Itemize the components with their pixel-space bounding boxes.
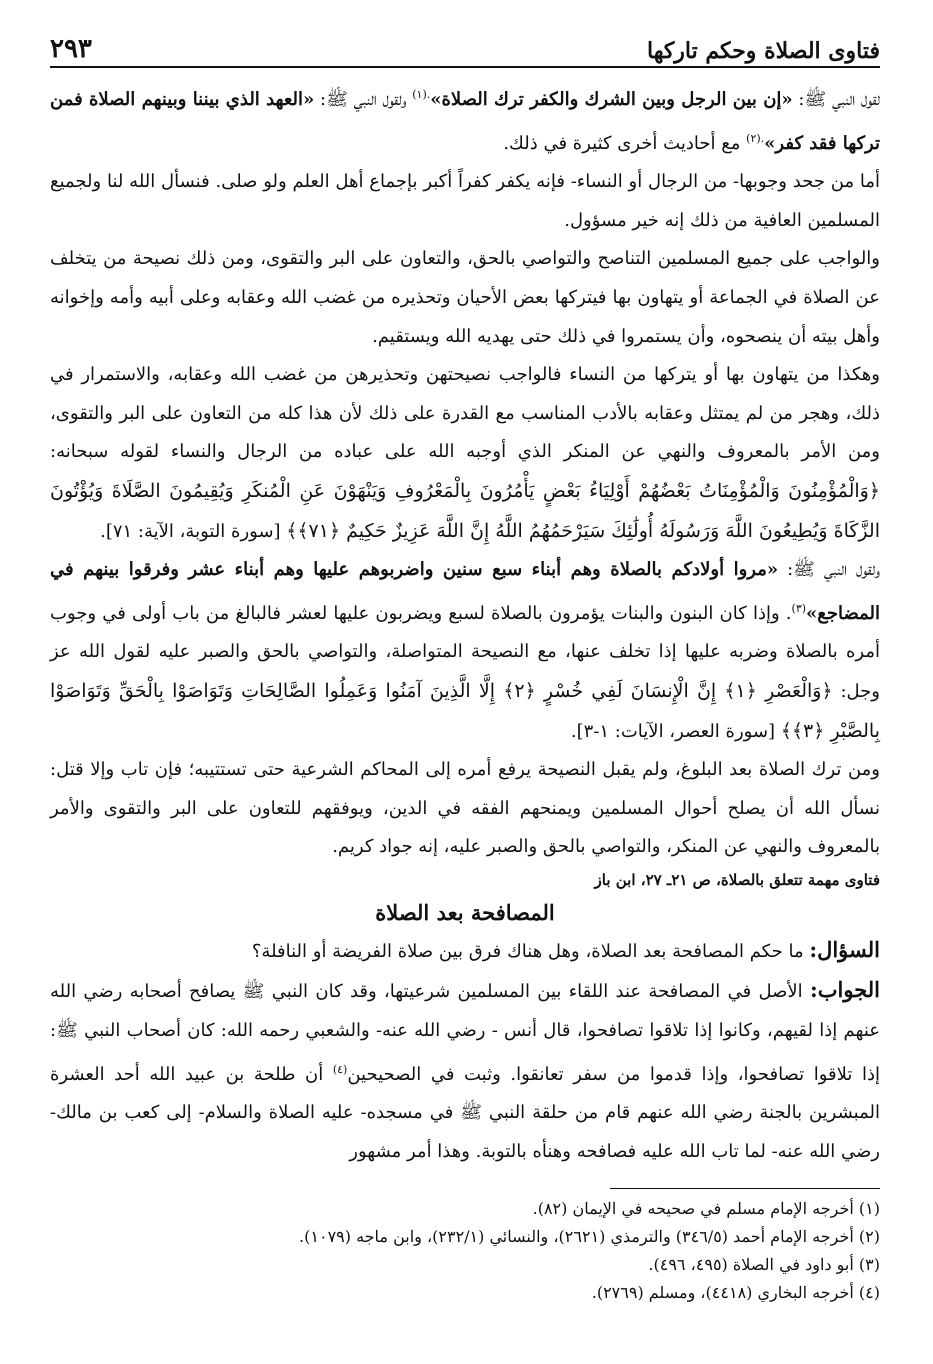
main-text (50, 76, 880, 867)
source-note: فتاوى مهمة تتعلق بالصلاة، ص ٢١ـ ٢٧، ابن باز (594, 870, 880, 889)
header-rule (50, 66, 880, 68)
page-number: ٢٩٣ (50, 34, 92, 64)
footnote-4: (٤) أخرجه البخاري (٤٤١٨)، ومسلم (٢٧٦٩). (591, 1283, 880, 1302)
quran-verse: ﴿وَالْمُؤْمِنُونَ وَالْمُؤْمِنَاتُ بَعْضُهُمْ أَوْلِيَاءُ بَعْضٍ يَأْمُرُونَ بِالْمَعْرُوفِ وَيَنْهَوْنَ عَنِ الْمُنكَرِ وَيُقِيمُونَ الصَّلَاةَ وَيُؤْتُونَ الزَّكَاةَ وَيُطِيعُونَ اللَّهَ وَرَسُولَهُ أُولَٰئِكَ سَيَرْحَمُهُمُ اللَّهُ إِنَّ اللَّهَ عَزِيزٌ حَكِيمٌ ﴿٧١﴾﴾ (50, 479, 880, 542)
footnote-ref: .(١) (412, 88, 431, 101)
footnotes (50, 1188, 880, 1307)
question-paragraph (50, 931, 880, 972)
answer-label: الجواب: (809, 977, 880, 1003)
hadith-text: «إن بين الرجل وبين الشرك والكفر ترك الصلاة» (430, 89, 793, 110)
footnote-3: (٣) أبو داود في الصلاة (٤٩٥، ٤٩٦). (648, 1255, 880, 1274)
footnote-rule (610, 1188, 880, 1189)
paragraph-3 (50, 240, 880, 356)
footnote-2: (٢) أخرجه الإمام أحمد (٣٤٦/٥) والترمذي (٢٦٢١)، والنسائي (٢٣٢/١)، وابن ماجه (١٠٧٩). (299, 1227, 880, 1246)
footnote-ref: (٤) (332, 1062, 348, 1076)
text-run: . وإذا كان البنون والبنات يؤمرون بالصلاة لسبع ويضربون عليها لعشر فالبالغ من باب أولى في وجوب أمره بالصلاة وضربه عليها إذا تخلف عنها، مع النصيحة المتواصلة، والتواصي بالحق والصبر عليه لقول الله عز وجل: (50, 602, 880, 702)
footnote-ref: (٣) (791, 601, 807, 615)
footnote-ref: .(٢) (746, 131, 765, 145)
book-title: فتاوى الصلاة وحكم تاركها (646, 38, 880, 64)
text-run: [سورة العصر، الآيات: ١-٣]. (570, 720, 781, 742)
text-run: والواجب على جميع المسلمين التناصح والتواصي بالحق، والتعاون على البر والتقوى، ومن ذلك نصيحة من يتخلف عن الصلاة في الجماعة أو يتهاون بها فيتركها بعض الأحيان وتحذيره من غضب الله وعقابه وعلى أبيه وأمه وإخوانه وأهل بيته أن ينصحوه، وأن يستمروا في ذلك حتى يهديه الله ويستقيم. (50, 248, 880, 347)
text-run: وهكذا من يتهاون بها أو يتركها من النساء فالواجب نصيحتهن وتحذيرهن من غضب الله وعقابه، والاستمرار في ذلك، وهجر من لم يمتثل وعقابه بالأدب المناسب مع القدرة على ذلك لأن هذا كله من التعاون على البر والتقوى، ومن الأمر بالمعروف والنهي عن المنكر الذي أوجبه الله على عباده من الرجال والنساء لقوله سبحانه: (50, 364, 880, 463)
text-run: مع أحاديث أخرى كثيرة في ذلك. (503, 132, 747, 154)
paragraph-6 (50, 751, 880, 867)
footnote-list (50, 1195, 880, 1307)
paragraph-1 (50, 76, 880, 163)
text-run: لقول النبي ﷺ: (792, 89, 880, 110)
section-title: المصافحة بعد الصلاة (375, 899, 555, 925)
text-run: ولقول النبي ﷺ: (778, 559, 880, 581)
paragraph-4 (50, 356, 880, 551)
answer-paragraph (50, 971, 880, 1171)
text-run: ومن ترك الصلاة بعد البلوغ، ولم يقبل النصيحة يرفع أمره إلى المحاكم الشرعية حتى تستتيبه؛ فإن تاب وإلا قتل: نسأل الله أن يصلح أحوال المسلمين ويمنحهم الفقه في الدين، ويوفقهم للتعاون على البر والتقوى والأمر بالمعروف والنهي عن المنكر، والتواصي بالحق والصبر عليه، إنه جواد كريم. (50, 759, 880, 858)
text-run: ولقول النبي ﷺ: (314, 89, 413, 110)
text-run: [سورة التوبة، الآية: ٧١]. (100, 520, 287, 542)
question-label: السؤال: (809, 936, 880, 962)
page-body (50, 20, 880, 1171)
paragraph-2 (50, 163, 880, 240)
text-run: الأصل في المصافحة عند اللقاء بين المسلمين شرعيتها، وقد كان النبي ﷺ يصافح أصحابه رضي الله عنهم إذا لقيهم، وكانوا إذا تلاقوا تصافحوا، قال أنس - رضي الله عنه- والشعبي رحمه الله: كان أصحاب النبي ﷺ: إذا تلاقوا تصافحوا، وإذا قدموا من سفر تعانقوا. وثبت في الصحيحين (50, 981, 880, 1085)
quran-verse: ﴿وَالْعَصْرِ ﴿١﴾ إِنَّ الْإِنسَانَ لَفِي خُسْرٍ ﴿٢﴾ إِلَّا الَّذِينَ آمَنُوا وَعَمِلُوا الصَّالِحَاتِ وَتَوَاصَوْا بِالْحَقِّ وَتَوَاصَوْا بِالصَّبْرِ ﴿٣﴾﴾ (50, 679, 880, 742)
text-run: أما من جحد وجوبها- من الرجال أو النساء- فإنه يكفر كفراً أكبر بإجماع أهل العلم ولو صلى. فنسأل الله لنا ولجميع المسلمين العافية من ذلك إنه خير مسؤول. (50, 171, 880, 231)
footnote-1: (١) أخرجه الإمام مسلم في صحيحه في الإيمان (٨٢). (532, 1199, 880, 1218)
running-header (50, 20, 880, 64)
question-text: ما حكم المصافحة بعد الصلاة، وهل هناك فرق بين صلاة الفريضة أو النافلة؟ (251, 940, 810, 962)
text-run: أن طلحة بن عبيد الله أحد العشرة المبشرين بالجنة رضي الله عنهم قام من حلقة النبي ﷺ في مسجده- عليه الصلاة والسلام- إلى كعب بن مالك- رضي الله عنه- لما تاب الله عليه فصافحه وهنأه بالتوبة. وهذا أمر مشهور (50, 1063, 880, 1162)
hadith-text: «مروا أولادكم بالصلاة وهم أبناء سبع سنين واضربوهم عليها وهم أبناء عشر وفرقوا بينهم في المضاجع» (50, 559, 880, 624)
paragraph-5 (50, 551, 880, 751)
hadith-text: «العهد الذي بيننا وبينهم الصلاة فمن تركها فقد كفر» (50, 89, 880, 154)
